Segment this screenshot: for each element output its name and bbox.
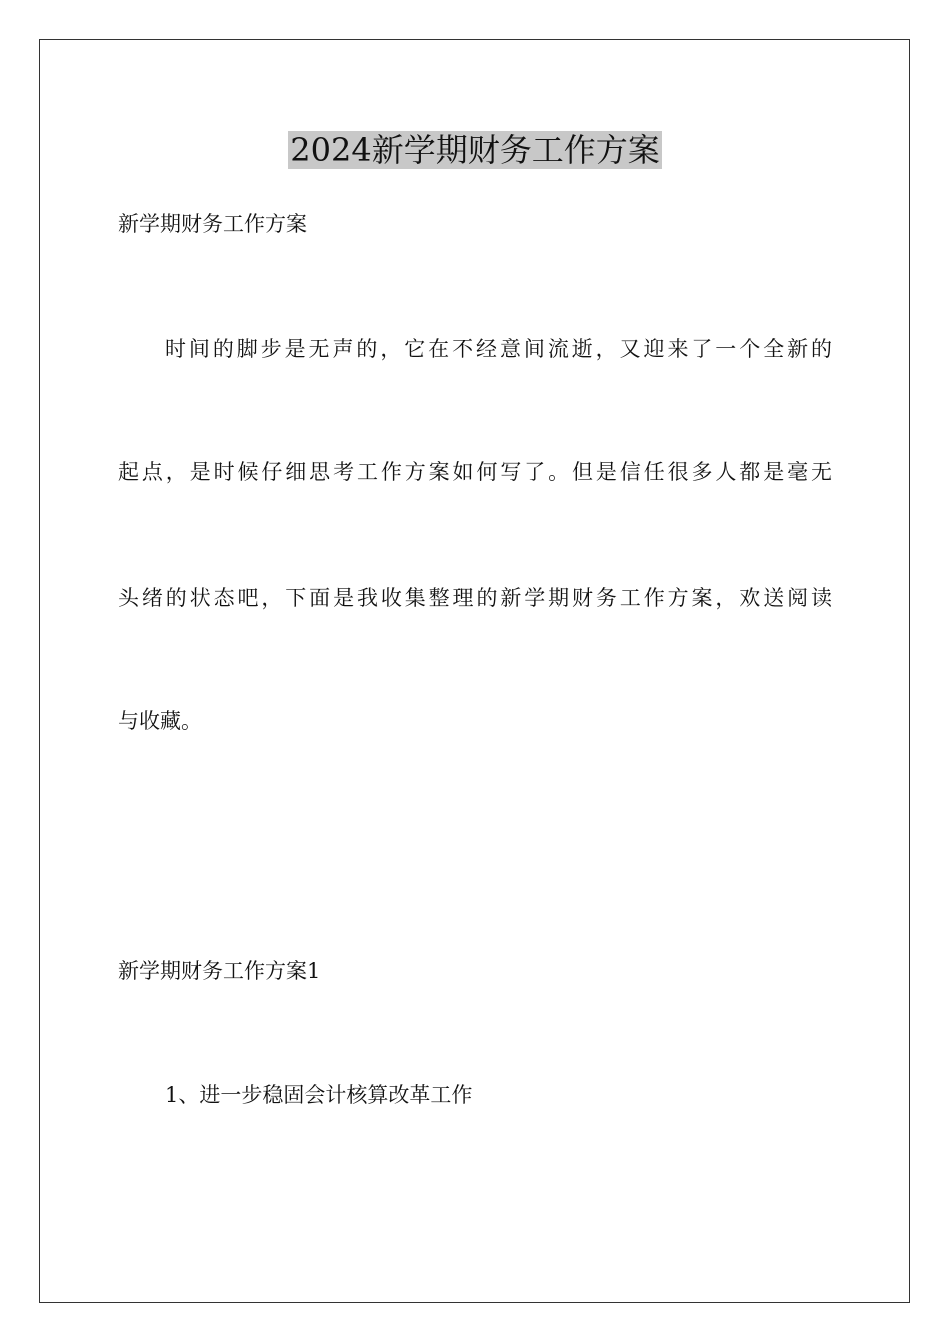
document-title-text: 2024新学期财务工作方案 <box>290 131 660 169</box>
list-item-1: 1、进一步稳固会计核算改革工作 <box>165 1083 473 1107</box>
intro-line-4: 与收藏。 <box>118 709 202 733</box>
document-title <box>0 128 950 172</box>
section-heading: 新学期财务工作方案1 <box>118 959 321 983</box>
intro-line-1: 时间的脚步是无声的，它在不经意间流逝，又迎来了一个全新的 <box>165 337 832 361</box>
intro-line-2: 起点，是时候仔细思考工作方案如何写了。但是信任很多人都是毫无 <box>118 460 832 484</box>
document-subtitle: 新学期财务工作方案 <box>118 212 307 236</box>
intro-line-3: 头绪的状态吧，下面是我收集整理的新学期财务工作方案，欢送阅读 <box>118 586 832 610</box>
